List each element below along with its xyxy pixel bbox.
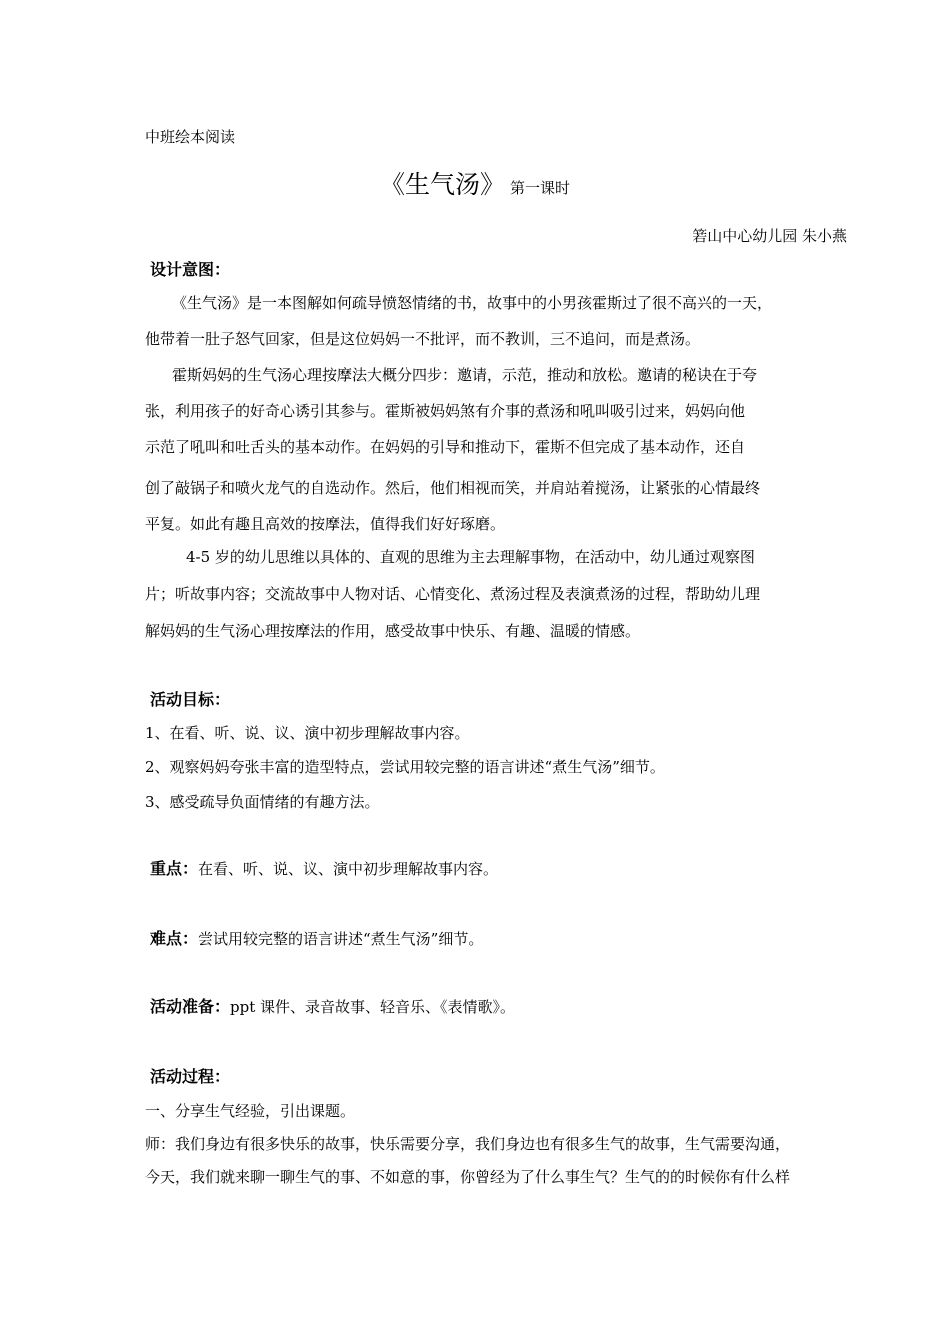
- difficulty-label: 难点：: [150, 929, 199, 948]
- difficulty-point: [150, 928, 483, 950]
- author-line: 箬山中心幼儿园 朱小燕: [692, 227, 847, 245]
- goal-item-2: 2、观察妈妈夸张丰富的造型特点，尝试用较完整的语言讲述“煮生气汤”细节。: [145, 758, 665, 776]
- lesson-label: 第一课时: [510, 179, 571, 197]
- process-line-2: 师：我们身边有很多快乐的故事，快乐需要分享，我们身边也有很多生气的故事，生气需要沟通，: [145, 1135, 791, 1153]
- process-line-1: 一、分享生气经验，引出课题。: [145, 1102, 356, 1120]
- process-heading: 活动过程：: [150, 1067, 231, 1086]
- prep-label: 活动准备：: [150, 997, 231, 1016]
- preparation: [150, 996, 515, 1018]
- prep-text: ppt 课件、录音故事、轻音乐、《表情歌》。: [230, 998, 516, 1016]
- design-line-1: 《生气汤》是一本图解如何疏导愤怒情绪的书，故事中的小男孩霍斯过了很不高兴的一天，: [172, 294, 773, 312]
- document-title: 《生气汤》: [379, 170, 505, 199]
- goal-item-3: 3、感受疏导负面情绪的有趣方法。: [145, 793, 380, 811]
- design-line-10: 解妈妈的生气汤心理按摩法的作用，感受故事中快乐、有趣、温暖的情感。: [145, 622, 641, 640]
- design-line-8: 4-5 岁的幼儿思维以具体的、直观的思维为主去理解事物，在活动中，幼儿通过观察图: [186, 548, 755, 566]
- title-block: [0, 170, 950, 200]
- design-line-2: 他带着一肚子怒气回家，但是这位妈妈一不批评，而不教训，三不追问，而是煮汤。: [145, 330, 701, 348]
- difficulty-text: 尝试用较完整的语言讲述“煮生气汤”细节。: [198, 930, 484, 948]
- process-line-3: 今天，我们就来聊一聊生气的事、不如意的事，你曾经为了什么事生气？生气的的时候你有什么样: [145, 1168, 791, 1186]
- design-line-6: 创了敲锅子和喷火龙气的自选动作。然后，他们相视而笑，并肩站着搅汤，让紧张的心情最终: [145, 479, 761, 497]
- document-category: 中班绘本阅读: [145, 128, 236, 146]
- design-heading: 设计意图：: [150, 260, 231, 279]
- design-line-4: 张，利用孩子的好奇心诱引其参与。霍斯被妈妈煞有介事的煮汤和吼叫吸引过来，妈妈向他: [145, 402, 746, 420]
- design-line-7: 平复。如此有趣且高效的按摩法，值得我们好好琢磨。: [145, 515, 506, 533]
- key-label: 重点：: [150, 859, 199, 878]
- design-line-3: 霍斯妈妈的生气汤心理按摩法大概分四步：邀请，示范，推动和放松。邀请的秘诀在于夸: [172, 366, 758, 384]
- design-line-9: 片；听故事内容；交流故事中人物对话、心情变化、煮汤过程及表演煮汤的过程，帮助幼儿理: [145, 585, 761, 603]
- design-line-5: 示范了吼叫和吐舌头的基本动作。在妈妈的引导和推动下，霍斯不但完成了基本动作，还自: [145, 438, 746, 456]
- key-point: [150, 858, 498, 880]
- goal-item-1: 1、在看、听、说、议、演中初步理解故事内容。: [145, 724, 470, 742]
- goals-heading: 活动目标：: [150, 690, 231, 709]
- key-text: 在看、听、说、议、演中初步理解故事内容。: [198, 860, 499, 878]
